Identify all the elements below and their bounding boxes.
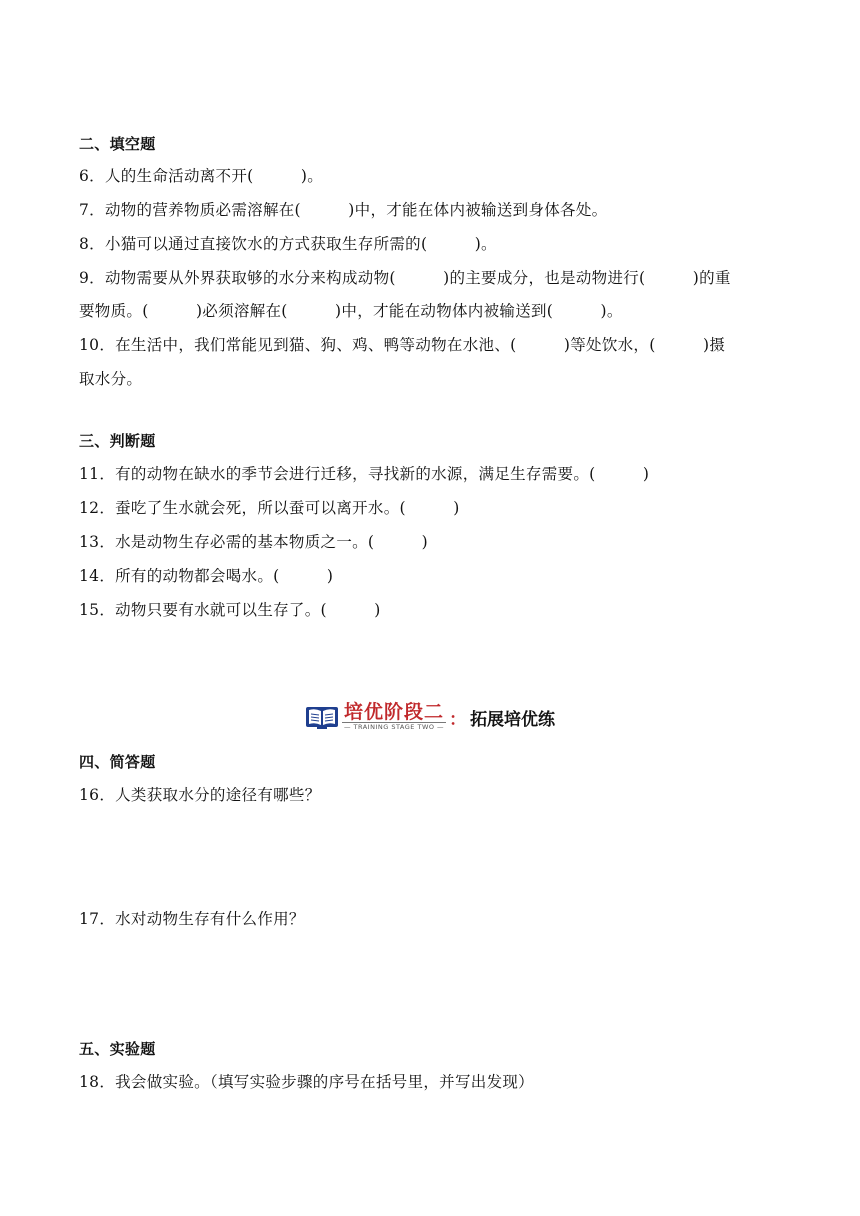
question-13: 13．水是动物生存必需的基本物质之一。( )	[79, 533, 429, 551]
question-15: 15．动物只要有水就可以生存了。( )	[79, 601, 381, 619]
question-11: 11．有的动物在缺水的季节会进行迁移，寻找新的水源，满足生存需要。( )	[79, 465, 650, 483]
banner-colon: ：	[449, 709, 467, 730]
stage-banner	[0, 700, 860, 734]
question-16: 16．人类获取水分的途径有哪些？	[79, 786, 321, 804]
question-9-line-1: 9．动物需要从外界获取够的水分来构成动物( )的主要成分，也是动物进行( )的重	[79, 269, 731, 287]
stage-badge	[305, 702, 446, 732]
question-12: 12．蚕吃了生水就会死，所以蚕可以离开水。( )	[79, 499, 460, 517]
question-8: 8．小猫可以通过直接饮水的方式获取生存所需的( )。	[79, 235, 497, 253]
section-heading-short-answer: 四、简答题	[79, 753, 156, 771]
banner-title: 拓展培优练	[470, 709, 556, 730]
section-heading-true-false: 三、判断题	[79, 432, 156, 450]
open-book-icon	[305, 704, 339, 730]
question-10-line-2: 取水分。	[79, 370, 143, 388]
question-14: 14．所有的动物都会喝水。( )	[79, 567, 334, 585]
question-6: 6．人的生命活动离不开( )。	[79, 167, 324, 185]
question-17: 17．水对动物生存有什么作用？	[79, 910, 305, 928]
question-18: 18．我会做实验。（填写实验步骤的序号在括号里，并写出发现）	[79, 1073, 534, 1091]
question-9-line-2: 要物质。( )必须溶解在( )中，才能在动物体内被输送到( )。	[79, 302, 623, 320]
question-10-line-1: 10．在生活中，我们常能见到猫、狗、鸡、鸭等动物在水池、( )等处饮水，( )摄	[79, 336, 726, 354]
section-heading-experiment: 五、实验题	[79, 1040, 156, 1058]
section-heading-fill-in: 二、填空题	[79, 135, 156, 153]
question-7: 7．动物的营养物质必需溶解在( )中，才能在体内被输送到身体各处。	[79, 201, 608, 219]
badge-subtitle: — TRAINING STAGE TWO —	[343, 723, 445, 731]
badge-title: 培优阶段二	[343, 701, 444, 723]
